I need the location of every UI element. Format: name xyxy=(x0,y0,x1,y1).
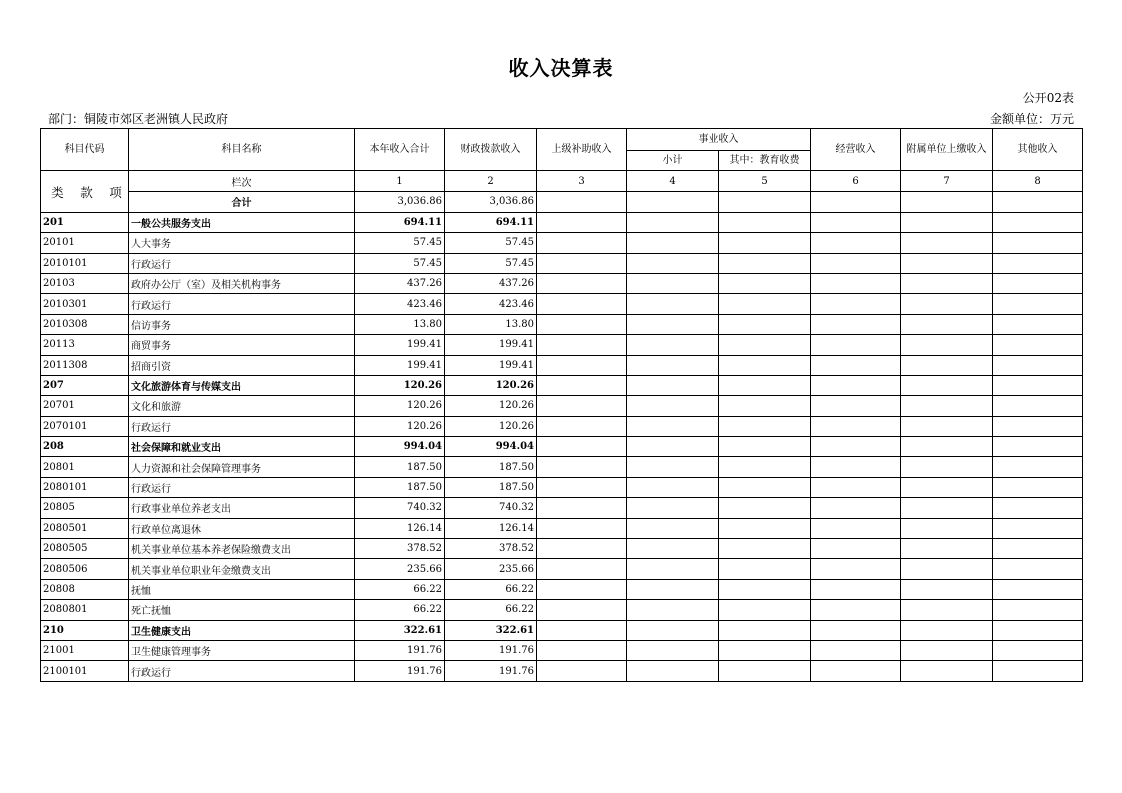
row-empty-cell xyxy=(993,294,1083,314)
header-xiang: 项 xyxy=(109,184,122,200)
row-fiscal-appropriation: 740.32 xyxy=(445,498,537,518)
row-empty-cell xyxy=(811,314,901,334)
row-empty-cell xyxy=(537,355,627,375)
table-row xyxy=(41,375,1083,395)
row-empty-cell xyxy=(901,457,993,477)
table-row xyxy=(41,437,1083,457)
row-total-income: 378.52 xyxy=(355,539,445,559)
row-empty-cell xyxy=(811,273,901,293)
row-total-income: 66.22 xyxy=(355,600,445,620)
row-fiscal-appropriation: 322.61 xyxy=(445,620,537,640)
row-empty-cell xyxy=(627,518,719,538)
row-empty-cell xyxy=(719,620,811,640)
row-empty-cell xyxy=(901,273,993,293)
report-title: 收入决算表 xyxy=(508,56,614,80)
row-empty-cell xyxy=(537,273,627,293)
col-number-3: 3 xyxy=(537,171,627,191)
row-empty-cell xyxy=(901,539,993,559)
row-empty-cell xyxy=(537,498,627,518)
table-row xyxy=(41,539,1083,559)
column-number-row xyxy=(41,171,1083,191)
row-empty-cell xyxy=(537,640,627,660)
row-total-income: 13.80 xyxy=(355,314,445,334)
row-empty-cell xyxy=(993,253,1083,273)
row-empty-cell xyxy=(901,640,993,660)
table-row xyxy=(41,579,1083,599)
row-empty-cell xyxy=(719,457,811,477)
row-name: 商贸事务 xyxy=(129,335,355,355)
row-empty-cell xyxy=(537,620,627,640)
row-empty-cell xyxy=(993,212,1083,232)
row-empty-cell xyxy=(719,661,811,681)
row-empty-cell xyxy=(537,294,627,314)
row-empty-cell xyxy=(627,335,719,355)
table-row xyxy=(41,273,1083,293)
row-empty-cell xyxy=(901,498,993,518)
row-total-income: 235.66 xyxy=(355,559,445,579)
row-empty-cell xyxy=(901,600,993,620)
row-name: 政府办公厅（室）及相关机构事务 xyxy=(129,273,355,293)
row-empty-cell xyxy=(627,559,719,579)
table-row xyxy=(41,416,1083,436)
row-empty-cell xyxy=(811,539,901,559)
row-empty-cell xyxy=(901,396,993,416)
row-empty-cell xyxy=(537,539,627,559)
row-empty-cell xyxy=(537,233,627,253)
header-other-income: 其他收入 xyxy=(993,129,1083,171)
total-empty-cell xyxy=(811,191,901,212)
row-fiscal-appropriation: 13.80 xyxy=(445,314,537,334)
row-code: 2070101 xyxy=(41,416,129,436)
row-empty-cell xyxy=(627,579,719,599)
row-empty-cell xyxy=(901,375,993,395)
row-name: 机关事业单位职业年金缴费支出 xyxy=(129,559,355,579)
col-number-6: 6 xyxy=(811,171,901,191)
row-total-income: 187.50 xyxy=(355,477,445,497)
row-fiscal-appropriation: 57.45 xyxy=(445,253,537,273)
table-row xyxy=(41,294,1083,314)
row-empty-cell xyxy=(719,416,811,436)
row-empty-cell xyxy=(811,600,901,620)
table-row xyxy=(41,518,1083,538)
row-empty-cell xyxy=(901,620,993,640)
row-empty-cell xyxy=(993,273,1083,293)
row-empty-cell xyxy=(627,457,719,477)
row-empty-cell xyxy=(719,253,811,273)
row-empty-cell xyxy=(811,375,901,395)
row-empty-cell xyxy=(901,518,993,538)
row-empty-cell xyxy=(993,518,1083,538)
row-empty-cell xyxy=(993,355,1083,375)
row-empty-cell xyxy=(811,437,901,457)
header-affiliated-income: 附属单位上缴收入 xyxy=(901,129,993,171)
table-row xyxy=(41,559,1083,579)
row-empty-cell xyxy=(627,661,719,681)
total-label: 合计 xyxy=(129,191,355,212)
row-empty-cell xyxy=(627,539,719,559)
row-empty-cell xyxy=(627,253,719,273)
row-code: 20113 xyxy=(41,335,129,355)
row-name: 行政运行 xyxy=(129,294,355,314)
row-empty-cell xyxy=(627,273,719,293)
row-empty-cell xyxy=(719,233,811,253)
row-empty-cell xyxy=(901,294,993,314)
row-fiscal-appropriation: 120.26 xyxy=(445,396,537,416)
row-name: 抚恤 xyxy=(129,579,355,599)
row-total-income: 66.22 xyxy=(355,579,445,599)
row-name: 文化旅游体育与传媒支出 xyxy=(129,375,355,395)
row-name: 人大事务 xyxy=(129,233,355,253)
row-empty-cell xyxy=(627,437,719,457)
row-empty-cell xyxy=(719,437,811,457)
row-empty-cell xyxy=(627,314,719,334)
row-empty-cell xyxy=(811,498,901,518)
row-total-income: 322.61 xyxy=(355,620,445,640)
income-report-table xyxy=(40,128,1083,682)
row-empty-cell xyxy=(993,600,1083,620)
row-code: 21001 xyxy=(41,640,129,660)
amount-unit-label: 金额单位：万元 xyxy=(989,112,1074,126)
row-empty-cell xyxy=(811,620,901,640)
table-row xyxy=(41,212,1083,232)
row-empty-cell xyxy=(719,396,811,416)
row-empty-cell xyxy=(901,314,993,334)
row-name: 机关事业单位基本养老保险缴费支出 xyxy=(129,539,355,559)
header-career-income: 事业收入 xyxy=(627,129,811,151)
header-kuan: 款 xyxy=(80,184,93,200)
row-code: 2010308 xyxy=(41,314,129,334)
row-name: 文化和旅游 xyxy=(129,396,355,416)
row-empty-cell xyxy=(811,212,901,232)
row-empty-cell xyxy=(993,457,1083,477)
row-code: 20808 xyxy=(41,579,129,599)
row-total-income: 191.76 xyxy=(355,640,445,660)
row-name: 行政运行 xyxy=(129,661,355,681)
header-column-index: 栏次 xyxy=(129,171,355,191)
row-fiscal-appropriation: 187.50 xyxy=(445,477,537,497)
row-fiscal-appropriation: 66.22 xyxy=(445,579,537,599)
header-fiscal-appropriation: 财政拨款收入 xyxy=(445,129,537,171)
row-empty-cell xyxy=(811,233,901,253)
row-fiscal-appropriation: 191.76 xyxy=(445,640,537,660)
row-empty-cell xyxy=(993,375,1083,395)
row-name: 卫生健康管理事务 xyxy=(129,640,355,660)
row-code: 2080101 xyxy=(41,477,129,497)
table-row xyxy=(41,253,1083,273)
row-empty-cell xyxy=(537,335,627,355)
row-empty-cell xyxy=(993,559,1083,579)
total-empty-cell xyxy=(993,191,1083,212)
row-empty-cell xyxy=(901,355,993,375)
row-empty-cell xyxy=(901,661,993,681)
row-name: 行政单位离退休 xyxy=(129,518,355,538)
row-fiscal-appropriation: 57.45 xyxy=(445,233,537,253)
row-empty-cell xyxy=(901,253,993,273)
row-code: 2011308 xyxy=(41,355,129,375)
total-empty-cell xyxy=(901,191,993,212)
row-total-income: 694.11 xyxy=(355,212,445,232)
table-row xyxy=(41,620,1083,640)
row-empty-cell xyxy=(537,477,627,497)
row-name: 一般公共服务支出 xyxy=(129,212,355,232)
row-code: 20103 xyxy=(41,273,129,293)
row-empty-cell xyxy=(811,355,901,375)
row-name: 社会保障和就业支出 xyxy=(129,437,355,457)
row-fiscal-appropriation: 199.41 xyxy=(445,355,537,375)
total-empty-cell xyxy=(627,191,719,212)
header-total-income: 本年收入合计 xyxy=(355,129,445,171)
header-business-income: 经营收入 xyxy=(811,129,901,171)
row-empty-cell xyxy=(537,661,627,681)
table-row xyxy=(41,396,1083,416)
table-row xyxy=(41,477,1083,497)
row-empty-cell xyxy=(537,437,627,457)
row-empty-cell xyxy=(901,437,993,457)
row-fiscal-appropriation: 694.11 xyxy=(445,212,537,232)
header-category-levels xyxy=(41,171,129,212)
row-empty-cell xyxy=(719,212,811,232)
row-empty-cell xyxy=(993,477,1083,497)
row-empty-cell xyxy=(811,518,901,538)
col-number-7: 7 xyxy=(901,171,993,191)
table-row xyxy=(41,661,1083,681)
row-empty-cell xyxy=(627,640,719,660)
row-code: 20701 xyxy=(41,396,129,416)
row-empty-cell xyxy=(537,253,627,273)
row-empty-cell xyxy=(993,437,1083,457)
row-fiscal-appropriation: 437.26 xyxy=(445,273,537,293)
row-empty-cell xyxy=(993,539,1083,559)
table-row xyxy=(41,355,1083,375)
row-empty-cell xyxy=(719,375,811,395)
row-empty-cell xyxy=(627,355,719,375)
row-empty-cell xyxy=(811,559,901,579)
table-row xyxy=(41,498,1083,518)
row-total-income: 199.41 xyxy=(355,355,445,375)
row-empty-cell xyxy=(993,498,1083,518)
row-empty-cell xyxy=(719,477,811,497)
row-empty-cell xyxy=(993,233,1083,253)
row-empty-cell xyxy=(811,457,901,477)
row-empty-cell xyxy=(537,212,627,232)
row-total-income: 187.50 xyxy=(355,457,445,477)
row-empty-cell xyxy=(719,640,811,660)
row-empty-cell xyxy=(811,335,901,355)
row-code: 20101 xyxy=(41,233,129,253)
row-empty-cell xyxy=(901,477,993,497)
row-empty-cell xyxy=(719,335,811,355)
row-name: 卫生健康支出 xyxy=(129,620,355,640)
row-empty-cell xyxy=(627,233,719,253)
table-row xyxy=(41,335,1083,355)
row-empty-cell xyxy=(537,416,627,436)
row-empty-cell xyxy=(537,600,627,620)
row-empty-cell xyxy=(811,477,901,497)
row-empty-cell xyxy=(811,294,901,314)
row-total-income: 120.26 xyxy=(355,416,445,436)
row-empty-cell xyxy=(719,355,811,375)
row-name: 人力资源和社会保障管理事务 xyxy=(129,457,355,477)
row-empty-cell xyxy=(993,416,1083,436)
header-name: 科目名称 xyxy=(129,129,355,171)
row-code: 210 xyxy=(41,620,129,640)
row-code: 201 xyxy=(41,212,129,232)
row-name: 行政运行 xyxy=(129,416,355,436)
row-total-income: 994.04 xyxy=(355,437,445,457)
form-number: 公开02表 xyxy=(1022,91,1074,105)
row-empty-cell xyxy=(537,559,627,579)
col-number-1: 1 xyxy=(355,171,445,191)
row-code: 208 xyxy=(41,437,129,457)
row-empty-cell xyxy=(719,294,811,314)
header-education-fee: 其中：教育收费 xyxy=(719,151,811,171)
row-empty-cell xyxy=(811,579,901,599)
row-total-income: 57.45 xyxy=(355,233,445,253)
row-code: 2010301 xyxy=(41,294,129,314)
row-empty-cell xyxy=(993,640,1083,660)
row-empty-cell xyxy=(901,233,993,253)
row-name: 招商引资 xyxy=(129,355,355,375)
row-empty-cell xyxy=(811,253,901,273)
col-number-4: 4 xyxy=(627,171,719,191)
col-number-5: 5 xyxy=(719,171,811,191)
row-fiscal-appropriation: 66.22 xyxy=(445,600,537,620)
total-fiscal-value: 3,036.86 xyxy=(445,191,537,212)
row-fiscal-appropriation: 423.46 xyxy=(445,294,537,314)
row-empty-cell xyxy=(993,314,1083,334)
row-empty-cell xyxy=(627,212,719,232)
header-subtotal: 小计 xyxy=(627,151,719,171)
table-row xyxy=(41,457,1083,477)
row-total-income: 191.76 xyxy=(355,661,445,681)
row-empty-cell xyxy=(627,477,719,497)
row-empty-cell xyxy=(811,661,901,681)
col-number-2: 2 xyxy=(445,171,537,191)
total-empty-cell xyxy=(719,191,811,212)
row-empty-cell xyxy=(719,273,811,293)
row-fiscal-appropriation: 126.14 xyxy=(445,518,537,538)
row-total-income: 126.14 xyxy=(355,518,445,538)
row-code: 20805 xyxy=(41,498,129,518)
department-label: 部门：铜陵市郊区老洲镇人民政府 xyxy=(48,112,229,126)
row-total-income: 437.26 xyxy=(355,273,445,293)
row-code: 2100101 xyxy=(41,661,129,681)
row-name: 行政运行 xyxy=(129,477,355,497)
row-empty-cell xyxy=(537,579,627,599)
row-fiscal-appropriation: 187.50 xyxy=(445,457,537,477)
header-code: 科目代码 xyxy=(41,129,129,171)
row-total-income: 120.26 xyxy=(355,396,445,416)
header-lei: 类 xyxy=(51,184,64,200)
table-row xyxy=(41,640,1083,660)
row-code: 20801 xyxy=(41,457,129,477)
row-empty-cell xyxy=(537,375,627,395)
row-empty-cell xyxy=(627,620,719,640)
row-code: 2080506 xyxy=(41,559,129,579)
row-fiscal-appropriation: 191.76 xyxy=(445,661,537,681)
row-name: 行政运行 xyxy=(129,253,355,273)
row-empty-cell xyxy=(627,294,719,314)
row-empty-cell xyxy=(627,498,719,518)
row-empty-cell xyxy=(901,579,993,599)
row-total-income: 199.41 xyxy=(355,335,445,355)
row-total-income: 740.32 xyxy=(355,498,445,518)
row-code: 207 xyxy=(41,375,129,395)
row-empty-cell xyxy=(719,559,811,579)
row-total-income: 57.45 xyxy=(355,253,445,273)
row-empty-cell xyxy=(993,396,1083,416)
row-empty-cell xyxy=(993,620,1083,640)
row-empty-cell xyxy=(719,539,811,559)
row-empty-cell xyxy=(811,640,901,660)
row-empty-cell xyxy=(719,600,811,620)
row-fiscal-appropriation: 235.66 xyxy=(445,559,537,579)
row-code: 2080801 xyxy=(41,600,129,620)
row-fiscal-appropriation: 378.52 xyxy=(445,539,537,559)
row-code: 2080505 xyxy=(41,539,129,559)
total-row xyxy=(41,191,1083,212)
row-empty-cell xyxy=(811,396,901,416)
row-name: 行政事业单位养老支出 xyxy=(129,498,355,518)
row-empty-cell xyxy=(627,600,719,620)
row-name: 死亡抚恤 xyxy=(129,600,355,620)
row-fiscal-appropriation: 199.41 xyxy=(445,335,537,355)
col-number-8: 8 xyxy=(993,171,1083,191)
row-fiscal-appropriation: 120.26 xyxy=(445,416,537,436)
total-income-value: 3,036.86 xyxy=(355,191,445,212)
row-empty-cell xyxy=(719,518,811,538)
row-empty-cell xyxy=(537,314,627,334)
row-empty-cell xyxy=(993,579,1083,599)
row-empty-cell xyxy=(719,498,811,518)
row-empty-cell xyxy=(993,661,1083,681)
row-name: 信访事务 xyxy=(129,314,355,334)
row-empty-cell xyxy=(537,396,627,416)
row-fiscal-appropriation: 994.04 xyxy=(445,437,537,457)
row-empty-cell xyxy=(537,457,627,477)
row-empty-cell xyxy=(901,416,993,436)
row-empty-cell xyxy=(901,335,993,355)
row-empty-cell xyxy=(627,396,719,416)
row-code: 2080501 xyxy=(41,518,129,538)
row-total-income: 423.46 xyxy=(355,294,445,314)
row-empty-cell xyxy=(537,518,627,538)
row-empty-cell xyxy=(627,416,719,436)
total-empty-cell xyxy=(537,191,627,212)
row-empty-cell xyxy=(993,335,1083,355)
row-empty-cell xyxy=(627,375,719,395)
row-total-income: 120.26 xyxy=(355,375,445,395)
row-empty-cell xyxy=(719,579,811,599)
table-row xyxy=(41,600,1083,620)
row-empty-cell xyxy=(811,416,901,436)
row-fiscal-appropriation: 120.26 xyxy=(445,375,537,395)
row-code: 2010101 xyxy=(41,253,129,273)
header-row-top xyxy=(41,129,1083,151)
header-superior-subsidy: 上级补助收入 xyxy=(537,129,627,171)
table-row xyxy=(41,233,1083,253)
row-empty-cell xyxy=(901,559,993,579)
table-row xyxy=(41,314,1083,334)
row-empty-cell xyxy=(719,314,811,334)
row-empty-cell xyxy=(901,212,993,232)
